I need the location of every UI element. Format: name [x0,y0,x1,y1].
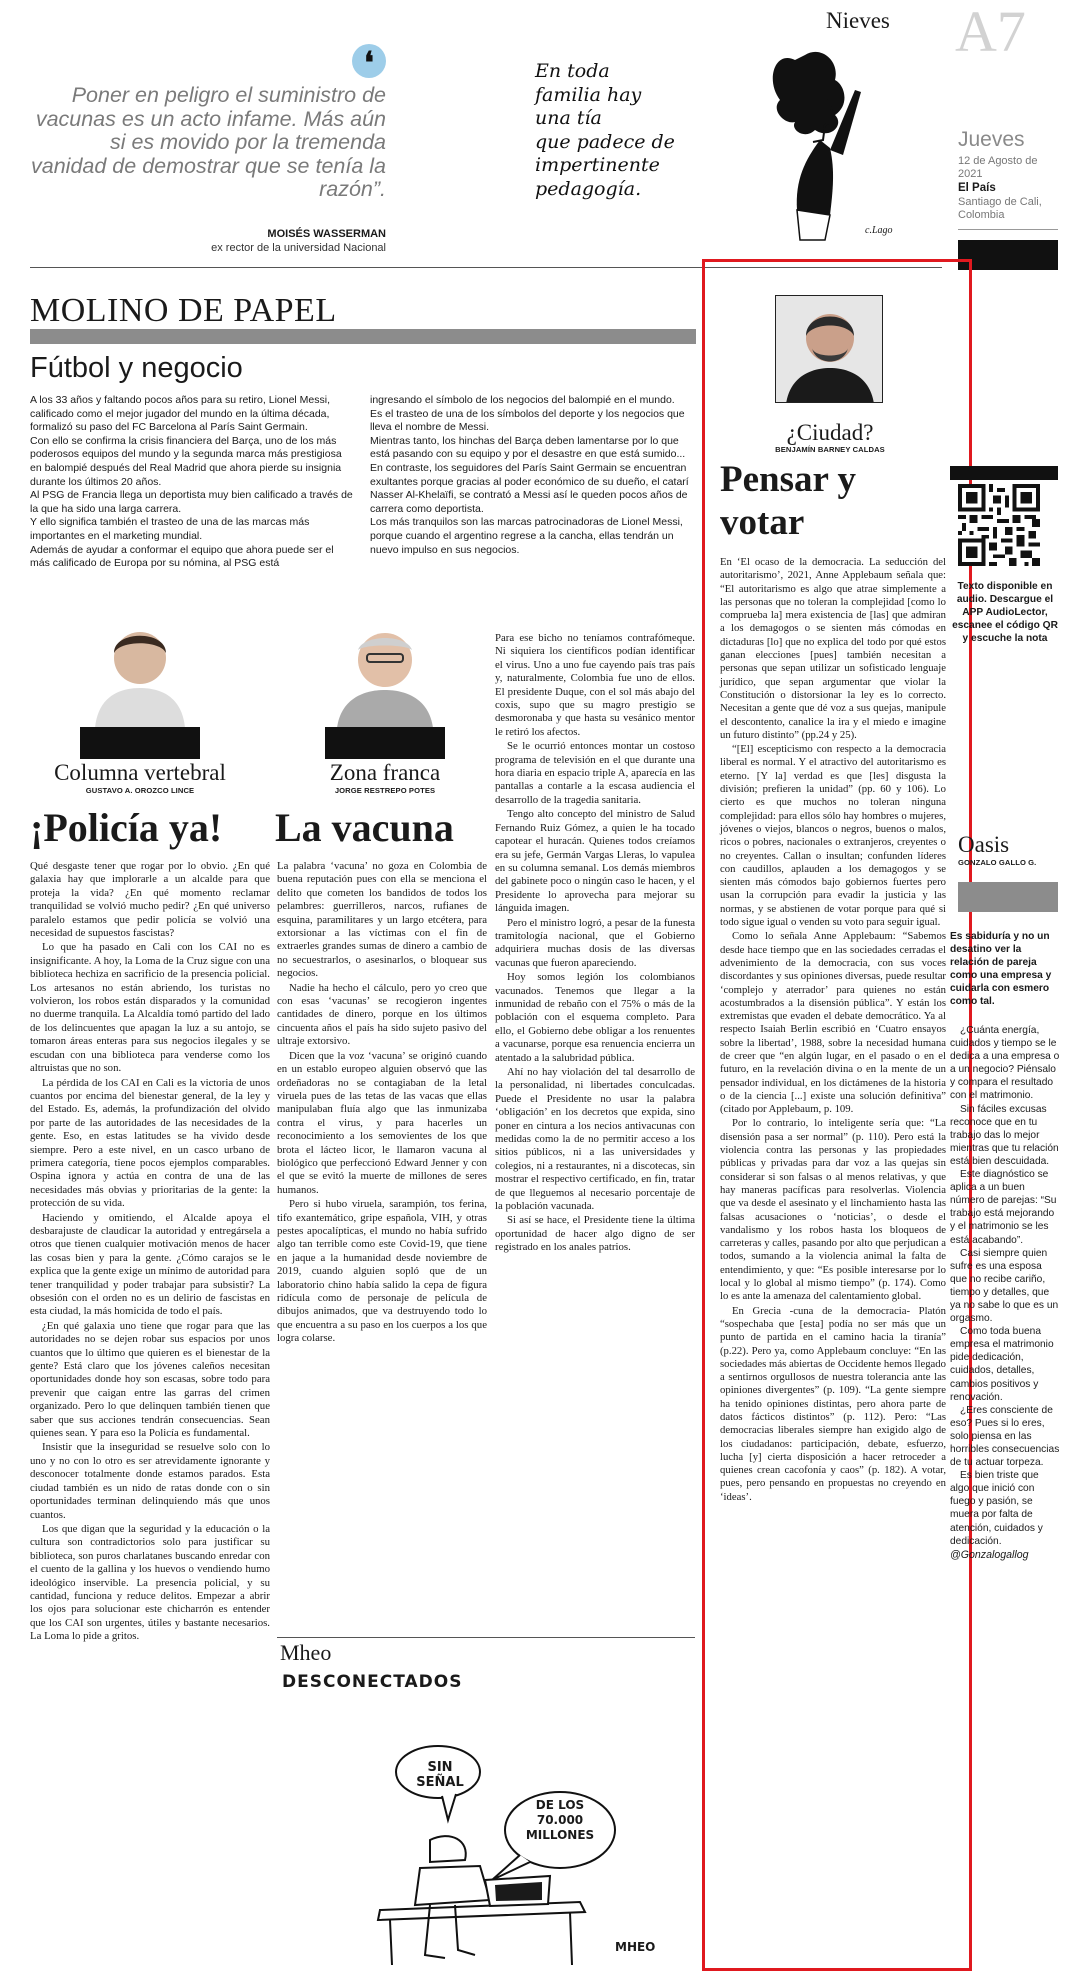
paragraph: Como toda buena empresa el matrimonio pide dedicación, cuidados, detalles, cambios positivos y renovación. [950,1326,1054,1403]
date-text: 12 de Agosto de 2021 [958,155,1038,180]
paragraph: Si así se hace, el Presidente tiene la última oportunidad de hacer algo digno de ser registrado en los anales patrios. [495,1214,695,1254]
paragraph: Es el trasteo de una de los símbolos del deporte y los negocios que lleva el nombre de Messi. [370,407,685,434]
paragraph: Insistir que la inseguridad se resuelve solo con lo uno y no con lo otro es ser atrevidamente ignorante y desconocer totalmente donde estamos parados. Esta ciudad también es un nido de ratas donde con o sin oportunidades terminan delinquiendo más que unos cuantos. [30,1441,270,1521]
author-photo-barney [775,295,883,403]
paragraph: Para ese bicho no teníamos contrafómeque. Ni siquiera los científicos podían identificar el virus. Uno a uno fue cayendo país tras país y, naturalmente, Colombia fue uno de ellos. El presidente Duque, con el sol más abajo del coxis, supo que su magro prestigio se desmoronaba y que hasta su vesánico mentor le retiró los afectos. [495,632,695,738]
headline-policia: ¡Policía ya! [30,805,223,850]
molino-col2 [370,394,695,557]
paragraph: Como lo señala Anne Applebaum: “Sabemos desde hace tiempo que en las sociedades cerradas el advenimiento de la democracia, con sus voces discordantes y sus opiniones diversas, puede resultar ‘complejo y aterrador’ para quienes no están acostumbrados a la disensión pública”. Y están los extremistas que evaden el debate democrático. Ya al respecto Isaiah Berlin escribió en ‘Cuatro ensayos sobre la libertad’, 1988, sobre la necesidad humana de creer que “en algún lugar, en el pasado o en el futuro, en la revelación divina o en la mente de un pensador individual, en los dictámenes de la historia o de la ciencia [...] existe una solución definitiva” (citado por Applebaum, p. 109. [720,930,946,1116]
author-policia: GUSTAVO A. OROZCO LINCE [85,786,195,795]
author-photo-restrepo [325,618,445,728]
paragraph: Con ello se confirma la crisis financiera del Barça, uno de los más poderosos equipos del mundo y la segunda marca más prestigiosa en balompié después del Real Madrid que ahora pierde su insignia durante los últimos 20 años. [30,434,342,488]
quote-mark-icon: ❛ [352,44,386,78]
header-rule [958,229,1058,230]
paragraph: ¿En qué galaxia uno tiene que rogar para que las autoridades no se dejen robar sus espacios por unos cuantos que lo último que quieren es el bienestar de la gente? Está claro que los jóvenes caleños necesitan oportunidades donde hoy son escasas, sobre todo para prevenir que caigan entre las garras del crimen organizado. Pero lo que delinquen también tienen que saber que sus acciones tendrán consecuencias. Sean quienes sean. Y para eso la Policía es fundamental. [30,1319,270,1440]
article-ciudad [720,556,946,1505]
bubble-line: MILLONES [525,1828,595,1842]
cartoon-line: una tía [535,107,602,129]
article-vacuna-col1 [277,860,487,1347]
author-photo-orozco [80,618,200,728]
paragraph: La palabra ‘vacuna’ no goza en Colombia de buena reputación pues con ella se menciona el delito que cometen los bandidos de todos los pelambres: guerrilleros, narcos, rufianes de esquina, paramilitares y un largo etcétera, para extorsionar a las víctimas con el fin de extraerles grandes sumas de dinero a cambio de no secuestrarlos, o asesinarlos, o bloquear sus negocios. [277,860,487,980]
paragraph: La pérdida de los CAI en Cali es la victoria de unos cuantos por encima del bienestar general, de la ley y del Estado. Es, además, la profundización del olvido por parte de las autoridades de las necesidades de la gente. Eso, en estas latitudes se ha vivido desde siempre. Pero a este nivel, en un casco urbano de primera categoría, tiene pocos ejemplos comparables. Ospina ignora y actúa en contra de una de las necesidades más obvias y prioritarias de la gente: la protección de su vida. [30,1076,270,1210]
page-number: A7 [955,0,1026,64]
paragraph: Ahí no hay violación del tal desarrollo de la personalidad, ni libertades conculcadas. Puede el Presidente no usar la palabra ‘obligación’ en los decretos que expida, sino poner en cintura a los necios antivacunas con medidas como la de no permitir acceso a los sitios públicos, ni a las universidades y colegios, ni a restaurantes, ni a discotecas, sin mostrar el respectivo certificado, en fin, tratar de que lleguemos al necesario porcentaje de la población vacunada. [495,1066,695,1213]
molino-title: Fútbol y negocio [30,352,243,384]
headline-vacuna: La vacuna [275,805,454,850]
portrait-icon [325,618,445,728]
quote-author-role: ex rector de la universidad Nacional [211,242,386,254]
grey-bar [30,329,696,344]
cartoon-line: familia hay [535,83,642,106]
author-ciudad: BENJAMÍN BARNEY CALDAS [775,445,885,454]
cartoon-line: impertinente [535,154,660,176]
grey-bar-oasis [958,882,1058,912]
paragraph: Pero el ministro logró, a pesar de la funesta tramitología nacional, que el Gobierno adquiriera muchas dosis de las diversas vacunas que fueron apareciendo. [495,916,695,969]
paragraph: ¿Cuánta energía, cuidados y tiempo se le dedica a una empresa o a un negocio? Piénsalo y compara el resultado con el matrimonio. [950,1025,1060,1102]
author-photo-bar [80,727,200,759]
headline-line: votar [720,502,805,543]
paragraph: Es bien triste que algo que inició con fuego y pasión, se muera por falta de atención, cuidados y dedicación. [950,1470,1043,1547]
molino-col1 [30,394,355,571]
quote-author: MOISÉS WASSERMAN [267,228,386,240]
black-block [958,240,1058,270]
mheo-cartoon [280,1670,695,1970]
article-policia [30,860,270,1645]
paragraph: Los más tranquilos son las marcas patrocinadoras de Lionel Messi, porque cuando el argentino regrese a la cancha, ellas tendrán un nuevo impulso en sus negocios. [370,516,683,556]
column-name-vacuna: Zona franca [329,760,441,785]
headline-ciudad [720,458,856,544]
bubble-sin-senal: SIN SEÑAL [416,1760,464,1790]
paragraph: Se le ocurrió entonces montar un costoso programa de televisión en el que durante una hora diaria en espacio triple A, aparecía en las pantallas a contarle a la escasa audiencia el desarrollo de la tragedia sanitaria. [495,740,695,806]
paragraph: ingresando el símbolo de los negocios del balompié en el mundo. [370,394,675,406]
paragraph: “[El] escepticismo con respecto a la democracia liberal es normal. Y el atractivo del autoritarismo es eterno. [Y la] verdad es que [les] disgusta la división; prefieren la unidad” (pp. 60 y 106). Lo cierto es que muchos no toleran ninguna complejidad: para ellos sólo hay hombres o mujeres, jóvenes o viejos, blancos o negros, buenos o malos, ricos o pobres, nacionales o extranjeros, creyentes o no creyentes. Callan o insultan; confunden líderes con caudillos, aplauden a los demagogos y se sienten más cómodos bajo gobiernos fuertes pero usan la corrupción para evadir la justicia y las normas, y se abstienen de votar porque para qué si todo sigue igual o venden su voto para seguir igual. [720,743,946,929]
nieves-cartoon-text [535,60,715,201]
paragraph: Este diagnóstico se aplica a un buen número de parejas: “Su trabajo está mejorando y el matrimonio se les está acabando”. [950,1169,1057,1246]
mheo-signature: MHEO [615,1940,656,1954]
headline-line: Pensar y [720,459,857,500]
mheo-drawing [280,1680,695,1970]
column-name-policia: Columna vertebral [54,760,226,785]
qr-code-icon [958,484,1040,566]
mheo-label: Mheo [280,1640,332,1665]
bubble-line: DE LOS [535,1798,585,1812]
column-name-oasis: Oasis [958,832,1010,857]
paragraph: Dicen que la voz ‘vacuna’ se originó cuando en un establo europeo alguien observó que las ordeñadoras no se contagiaban de la letal viruela pues de las tetas de las vacas que ellas manipulaban fluía algo que las inmunizaba contra el virus, y para hacerles un reconocimiento a los semovientes de los que brota el lácteo licor, le llamaron vacuna al biológico que perfeccionó Edward Jenner y con el que se evitó la muerte de millones de seres humanos. [277,1049,487,1196]
oasis-handle: @Gonzalogallog [950,1548,1029,1561]
column-name-ciudad: ¿Ciudad? [786,420,874,445]
paragraph: Y ello significa también el trasteo de una de las marcas más importantes en el marketing mundial. [30,516,310,542]
paragraph: Nadie ha hecho el cálculo, pero yo creo que con esas ‘vacunas’ se recogieron ingentes cantidades de dinero, porque en los últimos cincuenta años el país ha sido sujeto pasivo del ultraje extorsivo. [277,981,487,1048]
paragraph: Lo que ha pasado en Cali con los CAI no es insignificante. A hoy, la Loma de la Cruz sigue con una biblioteca hechiza en sacrificio de la presencia policial. Los artesanos no están abriendo, los turistas no volvieron, los robos están disparados y la comunidad no duerme tranquila. La Alcaldía tomó partido del lado de los delincuentes que apagan la luz a su antojo, se tomaron áreas enteras para sus negocios ilegales y se escudan con una biblioteca para venderse como los altruistas que no son. [30,941,270,1075]
paragraph: En contraste, los seguidores del París Saint Germain se encuentran exultantes porque gracias al poder económico de su dueño, el catarí Nasser Al-Khelaïfi, se contrató a Messi así le queden pocos años de carrera como deportista. [370,461,689,515]
cartoon-signature: c.Lago [865,225,893,236]
mheo-title: DESCONECTADOS [282,1672,463,1692]
paragraph: Tengo alto concepto del ministro de Salud Fernando Ruiz Gómez, a quien le ha tocado capotear el huracán. Quienes todos creíamos era su jefe, Germán Vargas Lleras, lo vapulea en su columna semanal. Los demás miembros del gabinete poco o ningún caso le hacen, y el Presidente lo aprovecha para mejorar su lánguida imagen. [495,808,695,915]
paragraph: Al PSG de Francia llega un deportista muy bien calificado a través de la que ha sido una larga carrera. [30,489,353,515]
paragraph: Los que digan que la seguridad y la educación o la cultura son contradictorios solo para justificar su biblioteca, son puros charlatanes buscando enredar con el cuento de la gallina y los huevos o vendiendo humo ideológico inservible. La presencia policial, y su cantidad, funciona y reduce delitos. Empezar a abrir los ojos para solucionar este chicharrón es entender que los CAI son urgentes, útiles y bastante necesarios. La Loma lo pide a gritos. [30,1522,270,1643]
section-name: Nieves [826,8,890,33]
quote-text: Poner en peligro el suministro de vacunas es un acto infame. Más aún si es movido por la tremenda vanidad de demostrar que se tenía la razón”. [31,83,386,201]
portrait-icon [80,618,200,728]
bubble-millones [520,1798,600,1843]
nieves-cartoon [535,30,935,245]
author-vacuna: JORGE RESTREPO POTES [334,786,436,795]
paragraph: ¿Eres consciente de eso? Pues si lo eres, solo piensa en las horribles consecuencias de tu actuar torpeza. [950,1404,1060,1469]
paragraph: En Grecia -cuna de la democracia- Platón “sospechaba que [esta] podía no ser más que un punto de partida en el camino hacia la tiranía” (p.22). Pero ya, como Applebaum concluye: “En las sociedades más abiertas de Occidente hemos llegado a sentirnos orgullosos de nuestra tolerancia ante las opiniones divergentes” (p. 109). “La gente siempre ha tenido opiniones distintas, pero ahora parte de datos fácticos distintos” (p. 112). Pero: “Las democracias liberales siempre han exigido algo de los ciudadanos: participación, debate, esfuerzo, lucha [y] cierta disposición a hacer retroceder a quienes crean cacofonía y caos” (p. 182). A votar, pues, pero pensando en propuestas no creyendo en ‘ideas’. [720,1304,946,1503]
paragraph: Sin fáciles excusas reconoce que en tu trabajo das lo mejor mientras que tu relación está bien descuidada. [950,1103,1059,1167]
cartoon-line: pedagogía. [535,177,642,200]
paragraph: Hoy somos legión los colombianos vacunados. Tenemos que llegar a la inmunidad de rebaño con el 75% o más de la población con el esquema completo. Para ello, el Gobierno debe obligar a los renuentes a vacunarse, porque esa renuencia encierra un atentado a la salubridad pública. [495,971,695,1064]
paragraph: Mientras tanto, los hinchas del Barça deben lamentarse por lo que está pasando con su equipo y por el desastre en que está sumido... [370,434,686,461]
cartoon-line: En toda [535,60,610,82]
molino-section-title: MOLINO DE PAPEL [30,292,337,329]
paragraph: En ‘El ocaso de la democracia. La seducción del autoritarismo’, 2021, Anne Applebaum señala que: “El autoritarismo es algo que atrae simplemente a las personas que no toleran la complejidad [como lo comprueba la] mera existencia de [las] que admiran a los demagogos o se sienten más cómodas en dictaduras [lo] que no explica del todo por qué estos ganan elecciones [pues] también necesitan a personas que sepan utilizar un sofisticado lenguaje jurídico, que sepan argumentar que violar la Constitución o distorsionar la ley es lo correcto. Necesitan a gente que dé voz a sus quejas, manipule el descontento, canalice la ira y el miedo e imagine un futuro distinto” (pp.24 y 25). [720,556,946,741]
paragraph: Qué desgaste tener que rogar por lo obvio. ¿En qué galaxia hay que implorarle a un alcalde para que proteja la vida? ¿En qué momento reclamar tranquilidad se volvió mucho pedir? ¿En qué universo paralelo estamos que pedir policía se volvió una necesidad de supuestos fascistas? [30,860,270,940]
location-text: Santiago de Cali, Colombia [958,196,1042,221]
bubble-line: 70.000 [536,1813,584,1827]
paragraph: Por lo contrario, lo inteligente sería que: “La disensión pasa a ser normal” (p. 110). Pero está la violencia contra las personas y las propiedades públicas y privadas para dar voz a las quejas sin considerar si son falsas o al menos relativas, y que hay maneras pacíficas para resolverlas. Violencia que va desde el asesinato y el linchamiento hasta las falsas acusaciones o ‘noticias’, o desde el vandalismo y los robos hasta los bloqueos de carreteras y calles, pasando por alto que perjudican a todos, sumando a la violencia animal la falta de entendimiento, y que: “Es posible interesarse por lo local y lo global al mismo tiempo” (p. 174). Como lo es ante la amenaza del calentamiento global. [720,1117,946,1303]
date-day: Jueves [958,128,1025,151]
article-vacuna-col2 [495,632,695,1256]
oasis-lead: Es sabiduría y no un desatino ver la relación de pareja como una empresa y cuidarla con esmero como tal. [950,931,1052,1008]
paragraph: Pero si hubo viruela, sarampión, tos ferina, tifo exantemático, gripe española, VIH, y otras pestes apocalípticas, el mundo no había sufrido algo tan terrible como este Covid-19, que tiene en jaque a la humanidad desde noviembre de 2019, cuando alguien sopló que de un laboratorio chino había salido la cepa de figura ridícula como de personaje de película de dibujos animados, que va destruyendo todo lo que encuentra a su paso en los cuerpos a los que logra colarse. [277,1198,487,1345]
oasis-article [950,1024,1060,1562]
paragraph: Casi siempre quien sufre es una esposa que no recibe cariño, tiempo y detalles, que ya no sabe lo que es un orgasmo. [950,1247,1059,1325]
author-oasis: GONZALO GALLO G. [958,858,1037,867]
black-tab [950,466,1058,480]
newspaper-name: El País [958,182,996,194]
portrait-icon [776,296,883,403]
author-photo-bar [325,727,445,759]
paragraph: Haciendo y omitiendo, el Alcalde apoya el desbarajuste de claudicar la autoridad y entregársela a otros que tienen cualquier motivación menos de hacer las cosas bien y para la gente. ¿Cómo carajos se le explica que la gente exige un mínimo de autoridad para tener tranquilidad y poder trabajar para subsistir? La obsesión con el orden no es un delirio de fascistas en esta ciudad, la más homicida de todo el país. [30,1211,270,1318]
woman-illustration [735,30,895,245]
mheo-divider [277,1637,695,1638]
qr-caption: Texto disponible en audio. Descargue el APP AudioLector, escanee el código QR y escuche la nota [952,581,1058,644]
paragraph: A los 33 años y faltando pocos años para su retiro, Lionel Messi, calificado como el mejor jugador del mundo en la última década, formalizó su paso del FC Barcelona al París Saint Germain. [30,394,331,434]
paragraph: Además de ayudar a conformar el equipo que ahora puede ser el más calificado de Europa por su nómina, al PSG está [30,543,334,570]
cartoon-line: que padece de [535,130,675,153]
